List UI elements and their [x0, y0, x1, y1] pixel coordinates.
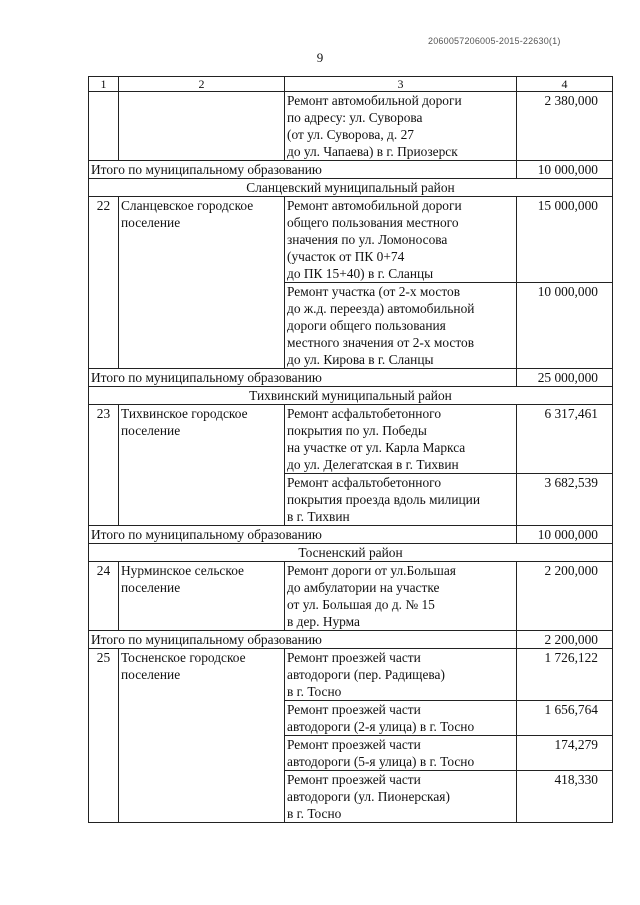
amount-cell: 418,330: [517, 771, 613, 823]
amount-cell: 174,279: [517, 736, 613, 771]
municipality-cell: Тихвинское городское поселение: [119, 405, 285, 526]
document-id: 2060057206005-2015-22630(1): [428, 36, 561, 46]
column-header: 4: [517, 77, 613, 92]
row-number: 23: [89, 405, 119, 526]
page-number: 9: [316, 50, 324, 65]
subtotal-label: Итого по муниципальному образованию: [89, 161, 517, 179]
funding-table: [88, 76, 613, 823]
subtotal-amount: 25 000,000: [517, 369, 613, 387]
table-row: [89, 562, 613, 631]
subtotal-amount: 2 200,000: [517, 631, 613, 649]
column-header: 2: [119, 77, 285, 92]
column-header: 3: [285, 77, 517, 92]
district-header-row: [89, 387, 613, 405]
amount-cell: 10 000,000: [517, 283, 613, 369]
column-header-row: [89, 77, 613, 92]
description-cell: Ремонт участка (от 2-х мостов до ж.д. переезда) автомобильной дороги общего пользования местного значения от 2-х мостов до ул. Кирова в г. Сланцы: [285, 283, 517, 369]
description-cell: Ремонт проезжей части автодороги (ул. Пионерская) в г. Тосно: [285, 771, 517, 823]
table-row: [89, 197, 613, 283]
subtotal-label: Итого по муниципальному образованию: [89, 631, 517, 649]
subtotal-label: Итого по муниципальному образованию: [89, 526, 517, 544]
district-name: Сланцевский муниципальный район: [89, 179, 613, 197]
amount-cell: 6 317,461: [517, 405, 613, 474]
municipality-cell: Нурминское сельское поселение: [119, 562, 285, 631]
amount-cell: 3 682,539: [517, 474, 613, 526]
row-number: 24: [89, 562, 119, 631]
description-cell: Ремонт асфальтобетонного покрытия по ул. Победы на участке от ул. Карла Маркса до ул. Делегатская в г. Тихвин: [285, 405, 517, 474]
description-cell: Ремонт проезжей части автодороги (2-я улица) в г. Тосно: [285, 701, 517, 736]
subtotal-label: Итого по муниципальному образованию: [89, 369, 517, 387]
district-header-row: [89, 179, 613, 197]
row-number: 22: [89, 197, 119, 369]
subtotal-row: [89, 631, 613, 649]
amount-cell: 2 380,000: [517, 92, 613, 161]
subtotal-amount: 10 000,000: [517, 526, 613, 544]
municipality-cell: [119, 92, 285, 161]
amount-cell: 1 726,122: [517, 649, 613, 701]
description-cell: Ремонт автомобильной дороги общего пользования местного значения по ул. Ломоносова (участок от ПК 0+74 до ПК 15+40) в г. Сланцы: [285, 197, 517, 283]
table-row: [89, 649, 613, 701]
subtotal-row: [89, 161, 613, 179]
amount-cell: 2 200,000: [517, 562, 613, 631]
district-name: Тихвинский муниципальный район: [89, 387, 613, 405]
table-row: [89, 405, 613, 474]
column-header: 1: [89, 77, 119, 92]
municipality-cell: Тосненское городское поселение: [119, 649, 285, 823]
description-cell: Ремонт проезжей части автодороги (пер. Радищева) в г. Тосно: [285, 649, 517, 701]
district-name: Тосненский район: [89, 544, 613, 562]
subtotal-amount: 10 000,000: [517, 161, 613, 179]
amount-cell: 1 656,764: [517, 701, 613, 736]
description-cell: Ремонт дороги от ул.Большая до амбулатории на участке от ул. Большая до д. № 15 в дер. Нурма: [285, 562, 517, 631]
subtotal-row: [89, 369, 613, 387]
municipality-cell: Сланцевское городское поселение: [119, 197, 285, 369]
district-header-row: [89, 544, 613, 562]
row-number: 25: [89, 649, 119, 823]
table-row: [89, 92, 613, 161]
description-cell: Ремонт проезжей части автодороги (5-я улица) в г. Тосно: [285, 736, 517, 771]
row-number: [89, 92, 119, 161]
description-cell: Ремонт автомобильной дороги по адресу: ул. Суворова (от ул. Суворова, д. 27 до ул. Чапаева) в г. Приозерск: [285, 92, 517, 161]
description-cell: Ремонт асфальтобетонного покрытия проезда вдоль милиции в г. Тихвин: [285, 474, 517, 526]
amount-cell: 15 000,000: [517, 197, 613, 283]
subtotal-row: [89, 526, 613, 544]
